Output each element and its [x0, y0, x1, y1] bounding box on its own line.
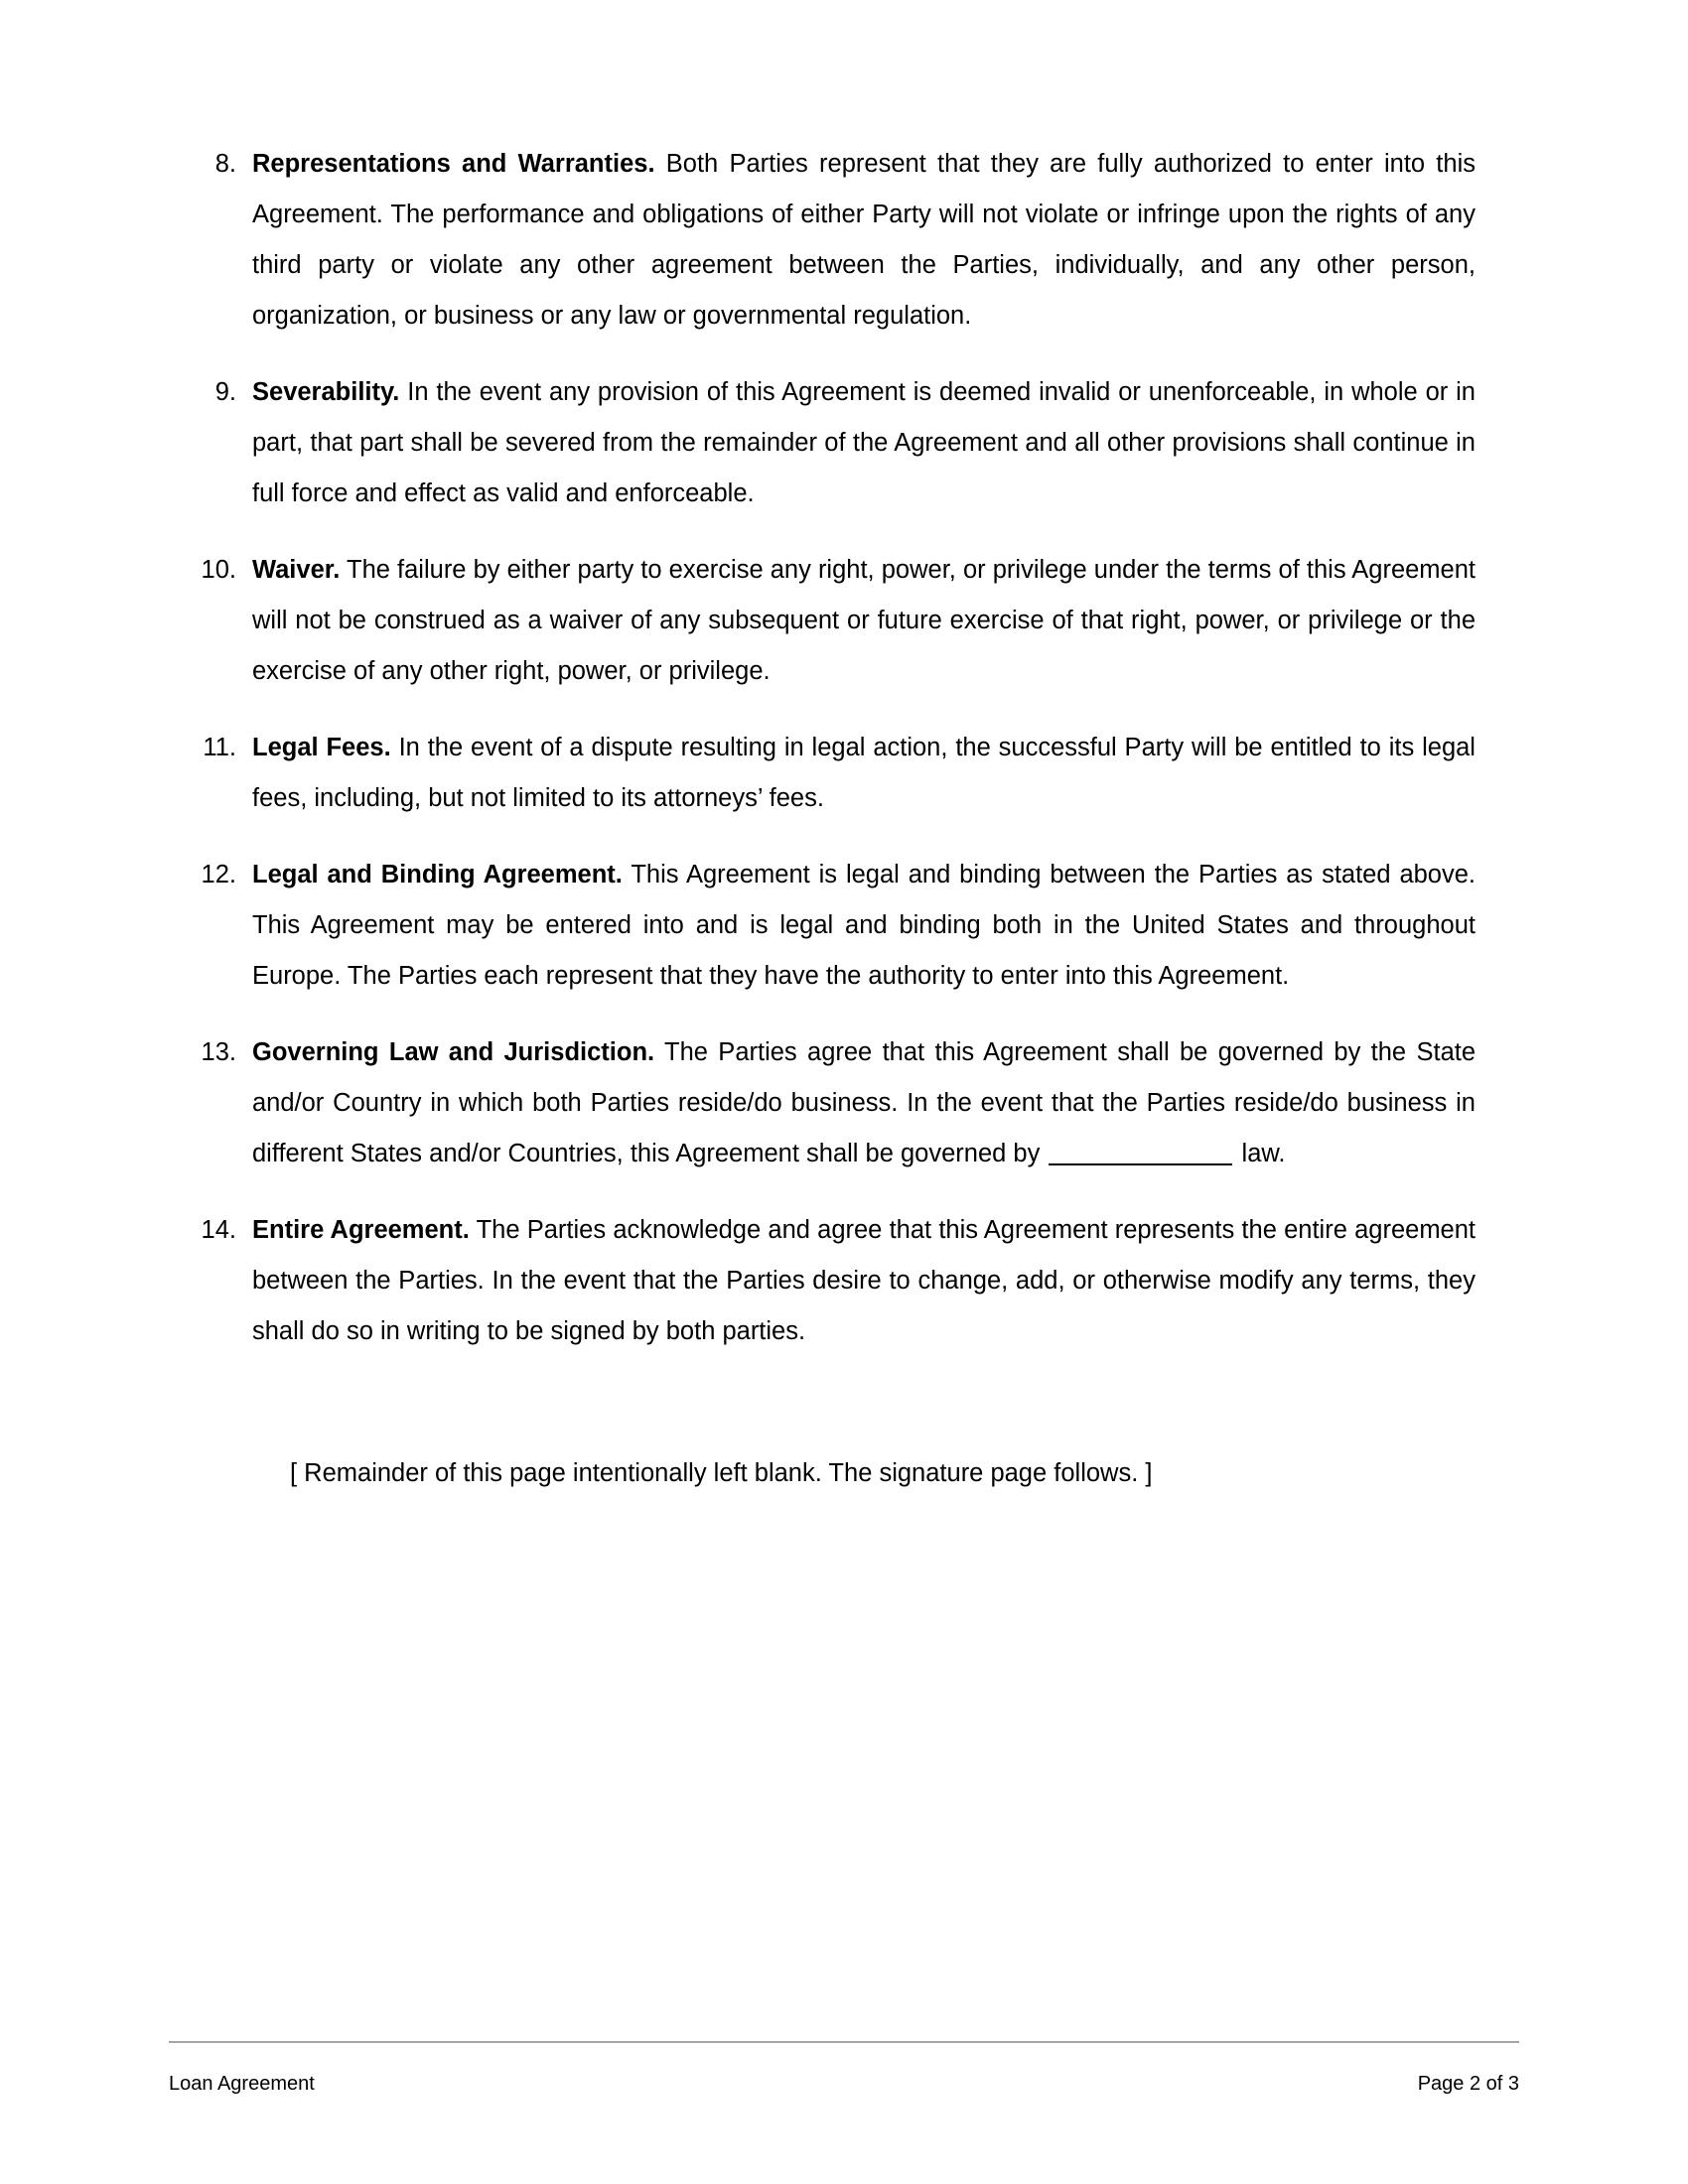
clause-body: The failure by either party to exercise any right, power, or privilege under the terms of this Agreement will not be construed as a waiver of any subsequent or future exercise of that right, power, or privilege or the exercise of any other right, power, or privilege. [252, 556, 1476, 685]
clause-item-governing-law-and-jurisdiction [181, 1027, 1476, 1179]
clause-item-representations-and-warranties [181, 139, 1476, 341]
clause-title: Legal Fees. [252, 734, 391, 761]
clause-item-legal-and-binding-agreement [181, 850, 1476, 1002]
page-footer [169, 2041, 1519, 2097]
footer-page-number: Page 2 of 3 [1417, 2073, 1519, 2095]
clause-title: Waiver. [252, 556, 341, 584]
clause-title: Severability. [252, 378, 400, 406]
clause-body: In the event any provision of this Agreement is deemed invalid or unenforceable, in whole or in part, that part shall be severed from the remainder of the Agreement and all other provisions shall continue in full force and effect as valid and enforceable. [252, 378, 1476, 507]
clause-item-waiver [181, 545, 1476, 697]
footer-document-title: Loan Agreement [169, 2073, 315, 2095]
clause-item-severability [181, 367, 1476, 519]
clause-body: Both Parties represent that they are fully authorized to enter into this Agreement. The performance and obligations of either Party will not violate or infringe upon the rights of any third party or violate any other agreement between the Parties, individually, and any other person, organization, or business or any law or governmental regulation. [252, 150, 1476, 330]
remainder-of-page-note: [ Remainder of this page intentionally left blank. The signature page follows. ] [290, 1459, 1153, 1487]
clause-body: The Parties acknowledge and agree that this Agreement represents the entire agreement between the Parties. In the event that the Parties desire to change, add, or otherwise modify any terms, they shall do so in writing to be signed by both parties. [252, 1216, 1477, 1345]
clause-title: Representations and Warranties. [252, 150, 655, 178]
footer-row [169, 2071, 1519, 2097]
footer-divider [169, 2041, 1519, 2043]
clause-body-after-blank: law. [1234, 1140, 1286, 1167]
clause-body: This Agreement is legal and binding between the Parties as stated above. This Agreement may be entered into and is legal and binding both in the United States and throughout Europe. The Parties each represent that they have the authority to enter into this Agreement. [252, 861, 1477, 990]
clause-title: Governing Law and Jurisdiction. [252, 1038, 655, 1066]
clause-title: Entire Agreement. [252, 1216, 470, 1244]
clause-title: Legal and Binding Agreement. [252, 861, 623, 888]
clause-body-before-blank: The Parties agree that this Agreement shall be governed by the State and/or Country in which both Parties reside/do business. In the event that the Parties reside/do business in different States and/or Countries, this Agreement shall be governed by [252, 1038, 1477, 1167]
governing-law-blank-field[interactable] [1049, 1163, 1232, 1165]
clause-item-entire-agreement [181, 1205, 1476, 1357]
clause-body: In the event of a dispute resulting in legal action, the successful Party will be entitled to its legal fees, including, but not limited to its attorneys’ fees. [252, 734, 1476, 812]
document-body [181, 139, 1476, 1499]
clause-item-legal-fees [181, 723, 1476, 824]
clause-list [181, 139, 1476, 1357]
